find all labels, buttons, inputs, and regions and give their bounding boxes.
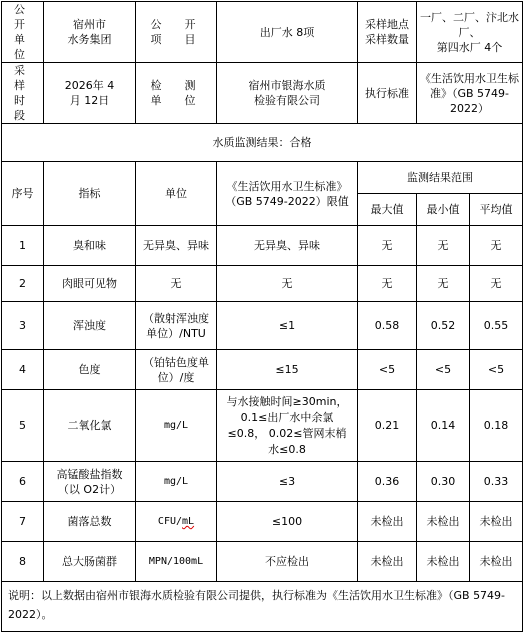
row-indicator: 浑浊度 bbox=[44, 302, 136, 350]
row-limit: 与水接触时间≥30min，0.1≤出厂水中余氯≤0.8， 0.02≤管网末梢水≤0.8 bbox=[217, 390, 358, 462]
lab-label: 检 测 单 位 bbox=[136, 63, 217, 124]
row-indicator: 二氧化氯 bbox=[44, 390, 136, 462]
col-unit-header: 单位 bbox=[136, 162, 217, 226]
row-min: 0.52 bbox=[417, 302, 470, 350]
row-indicator: 高锰酸盐指数（以 O2计） bbox=[44, 462, 136, 502]
row-max: 0.21 bbox=[358, 390, 417, 462]
row-max: <5 bbox=[358, 350, 417, 390]
row-avg: 无 bbox=[470, 226, 523, 266]
site-value: 一厂、二厂、汴北水厂、 第四水厂 4个 bbox=[417, 2, 523, 63]
item-value: 出厂水 8项 bbox=[217, 2, 358, 63]
row-unit: （散射浑浊度单位）/NTU bbox=[136, 302, 217, 350]
row-max: 无 bbox=[358, 266, 417, 302]
lab-value: 宿州市银海水质 检验有限公司 bbox=[217, 63, 358, 124]
row-unit: 无异臭、异味 bbox=[136, 226, 217, 266]
header-row-2 bbox=[2, 63, 523, 124]
row-indicator: 菌落总数 bbox=[44, 502, 136, 542]
row-no: 7 bbox=[2, 502, 44, 542]
table-row bbox=[2, 266, 523, 302]
row-unit: mg/L bbox=[136, 462, 217, 502]
row-no: 1 bbox=[2, 226, 44, 266]
row-avg: 0.55 bbox=[470, 302, 523, 350]
row-no: 8 bbox=[2, 542, 44, 582]
row-limit: 无 bbox=[217, 266, 358, 302]
row-unit: CFU/mL bbox=[136, 502, 217, 542]
col-no-header: 序号 bbox=[2, 162, 44, 226]
row-unit: 无 bbox=[136, 266, 217, 302]
row-unit: MPN/100mL bbox=[136, 542, 217, 582]
spellcheck-underline: mL bbox=[182, 516, 195, 527]
row-indicator: 色度 bbox=[44, 350, 136, 390]
row-limit: ≤3 bbox=[217, 462, 358, 502]
table-row bbox=[2, 390, 523, 462]
row-indicator: 肉眼可见物 bbox=[44, 266, 136, 302]
period-label: 采 样 时 段 bbox=[2, 63, 44, 124]
site-label: 采样地点 采样数量 bbox=[358, 2, 417, 63]
note-row bbox=[2, 582, 523, 632]
col-min-header: 最小值 bbox=[417, 194, 470, 226]
column-header-row-1 bbox=[2, 162, 523, 194]
result-title-row bbox=[2, 124, 523, 162]
report-table bbox=[1, 1, 523, 632]
col-range-header: 监测结果范围 bbox=[358, 162, 523, 194]
col-max-header: 最大值 bbox=[358, 194, 417, 226]
row-min: <5 bbox=[417, 350, 470, 390]
table-row bbox=[2, 302, 523, 350]
row-avg: 0.33 bbox=[470, 462, 523, 502]
period-value: 2026年 4 月 12日 bbox=[44, 63, 136, 124]
row-indicator: 总大肠菌群 bbox=[44, 542, 136, 582]
row-min: 0.30 bbox=[417, 462, 470, 502]
row-limit: 无异臭、异味 bbox=[217, 226, 358, 266]
row-min: 未检出 bbox=[417, 502, 470, 542]
org-label: 公 开 单 位 bbox=[2, 2, 44, 63]
col-avg-header: 平均值 bbox=[470, 194, 523, 226]
table-row bbox=[2, 542, 523, 582]
row-min: 无 bbox=[417, 226, 470, 266]
row-avg: <5 bbox=[470, 350, 523, 390]
standard-value: 《生活饮用水卫生标 准》（GB 5749-2022） bbox=[417, 63, 523, 124]
table-row bbox=[2, 502, 523, 542]
row-limit: 不应检出 bbox=[217, 542, 358, 582]
col-indicator-header: 指标 bbox=[44, 162, 136, 226]
row-avg: 0.18 bbox=[470, 390, 523, 462]
row-limit: ≤15 bbox=[217, 350, 358, 390]
row-limit: ≤100 bbox=[217, 502, 358, 542]
header-row-1 bbox=[2, 2, 523, 63]
row-no: 6 bbox=[2, 462, 44, 502]
row-avg: 无 bbox=[470, 266, 523, 302]
row-no: 5 bbox=[2, 390, 44, 462]
row-avg: 未检出 bbox=[470, 502, 523, 542]
row-max: 0.36 bbox=[358, 462, 417, 502]
row-unit: （铂钴色度单位）/度 bbox=[136, 350, 217, 390]
row-max: 未检出 bbox=[358, 502, 417, 542]
row-min: 未检出 bbox=[417, 542, 470, 582]
row-min: 0.14 bbox=[417, 390, 470, 462]
col-limit-header: 《生活饮用水卫生标准》 （GB 5749-2022）限值 bbox=[217, 162, 358, 226]
row-max: 无 bbox=[358, 226, 417, 266]
row-unit: mg/L bbox=[136, 390, 217, 462]
row-min: 无 bbox=[417, 266, 470, 302]
row-max: 未检出 bbox=[358, 542, 417, 582]
result-title: 水质监测结果：合格 bbox=[2, 124, 523, 162]
row-no: 2 bbox=[2, 266, 44, 302]
row-limit: ≤1 bbox=[217, 302, 358, 350]
row-max: 0.58 bbox=[358, 302, 417, 350]
row-no: 4 bbox=[2, 350, 44, 390]
table-row bbox=[2, 462, 523, 502]
org-value: 宿州市 水务集团 bbox=[44, 2, 136, 63]
table-row bbox=[2, 226, 523, 266]
item-label: 公 开 项 目 bbox=[136, 2, 217, 63]
report-note: 说明：以上数据由宿州市银海水质检验有限公司提供，执行标准为《生活饮用水卫生标准》（GB 5749-2022）。 bbox=[2, 582, 523, 632]
water-quality-report bbox=[1, 1, 522, 619]
row-avg: 未检出 bbox=[470, 542, 523, 582]
row-no: 3 bbox=[2, 302, 44, 350]
table-row bbox=[2, 350, 523, 390]
standard-label: 执行标准 bbox=[358, 63, 417, 124]
row-indicator: 臭和味 bbox=[44, 226, 136, 266]
